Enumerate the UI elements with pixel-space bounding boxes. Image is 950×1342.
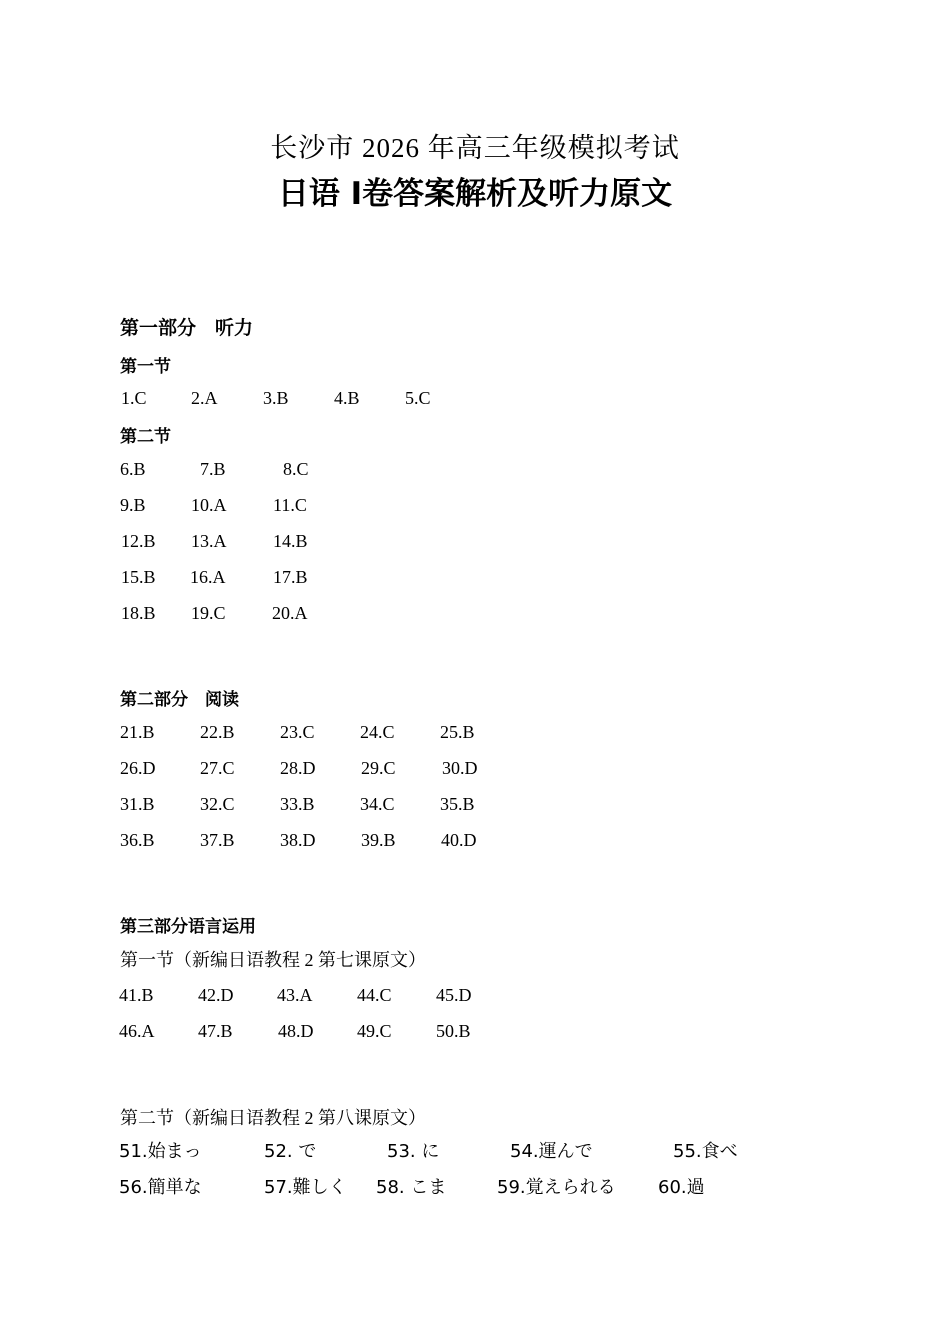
exam-title: 长沙市 2026 年高三年级模拟考试: [270, 133, 680, 163]
answer-cell: 2.A: [191, 388, 218, 408]
part3-section2-title: 第二节（新编日语教程 2 第八课原文）: [120, 1108, 426, 1128]
answer-cell: 32.C: [200, 794, 235, 814]
answer-cell: 24.C: [360, 722, 395, 742]
answer-cell: 60.過: [658, 1177, 705, 1198]
answer-cell: 12.B: [121, 531, 156, 551]
answer-cell: 29.C: [361, 758, 396, 778]
answer-cell: 38.D: [280, 830, 316, 850]
answer-cell: 8.C: [283, 459, 309, 479]
answer-cell: 33.B: [280, 794, 315, 814]
answer-cell: 48.D: [278, 1021, 314, 1041]
answer-cell: 36.B: [120, 830, 155, 850]
answer-cell: 25.B: [440, 722, 475, 742]
answer-cell: 17.B: [273, 567, 308, 587]
answer-cell: 39.B: [361, 830, 396, 850]
answer-cell: 44.C: [357, 985, 392, 1005]
answer-cell: 52. で: [264, 1141, 317, 1162]
answer-cell: 31.B: [120, 794, 155, 814]
answer-cell: 41.B: [119, 985, 154, 1005]
answer-cell: 27.C: [200, 758, 235, 778]
answer-cell: 53. に: [387, 1141, 440, 1162]
answer-cell: 37.B: [200, 830, 235, 850]
answer-cell: 26.D: [120, 758, 156, 778]
answer-cell: 59.覚えられる: [497, 1177, 616, 1198]
answer-cell: 58. こま: [376, 1177, 447, 1198]
answer-cell: 47.B: [198, 1021, 233, 1041]
document-title: 日语 Ⅰ卷答案解析及听力原文: [277, 176, 673, 212]
answer-cell: 15.B: [121, 567, 156, 587]
answer-cell: 42.D: [198, 985, 234, 1005]
answer-cell: 56.簡単な: [119, 1177, 202, 1198]
answer-cell: 20.A: [272, 603, 308, 623]
answer-cell: 11.C: [273, 495, 307, 515]
answer-cell: 23.C: [280, 722, 315, 742]
answer-cell: 3.B: [263, 388, 289, 408]
answer-cell: 45.D: [436, 985, 472, 1005]
answer-cell: 1.C: [121, 388, 147, 408]
answer-cell: 51.始まっ: [119, 1141, 202, 1162]
answer-cell: 10.A: [191, 495, 227, 515]
answer-cell: 13.A: [191, 531, 227, 551]
answer-cell: 22.B: [200, 722, 235, 742]
answer-cell: 46.A: [119, 1021, 155, 1041]
answer-cell: 19.C: [191, 603, 226, 623]
answer-cell: 40.D: [441, 830, 477, 850]
answer-cell: 7.B: [200, 459, 226, 479]
answer-cell: 30.D: [442, 758, 478, 778]
answer-cell: 50.B: [436, 1021, 471, 1041]
answer-cell: 5.C: [405, 388, 431, 408]
answer-cell: 28.D: [280, 758, 316, 778]
answer-cell: 55.食べ: [673, 1141, 738, 1162]
answer-cell: 16.A: [190, 567, 226, 587]
answer-cell: 14.B: [273, 531, 308, 551]
part3-section1-title: 第一节（新编日语教程 2 第七课原文）: [120, 950, 426, 970]
part3-title: 第三部分语言运用: [120, 917, 256, 937]
part1-title: 第一部分 听力: [120, 317, 254, 339]
answer-cell: 49.C: [357, 1021, 392, 1041]
answer-cell: 18.B: [121, 603, 156, 623]
answer-cell: 21.B: [120, 722, 155, 742]
answer-cell: 6.B: [120, 459, 146, 479]
answer-cell: 4.B: [334, 388, 360, 408]
answer-cell: 57.難しく: [264, 1177, 347, 1198]
answer-cell: 54.運んで: [510, 1141, 593, 1162]
part1-section2-title: 第二节: [120, 427, 171, 447]
part1-section1-title: 第一节: [120, 357, 171, 377]
answer-cell: 9.B: [120, 495, 146, 515]
answer-cell: 34.C: [360, 794, 395, 814]
answer-cell: 43.A: [277, 985, 313, 1005]
answer-cell: 35.B: [440, 794, 475, 814]
part2-title: 第二部分 阅读: [120, 690, 239, 710]
